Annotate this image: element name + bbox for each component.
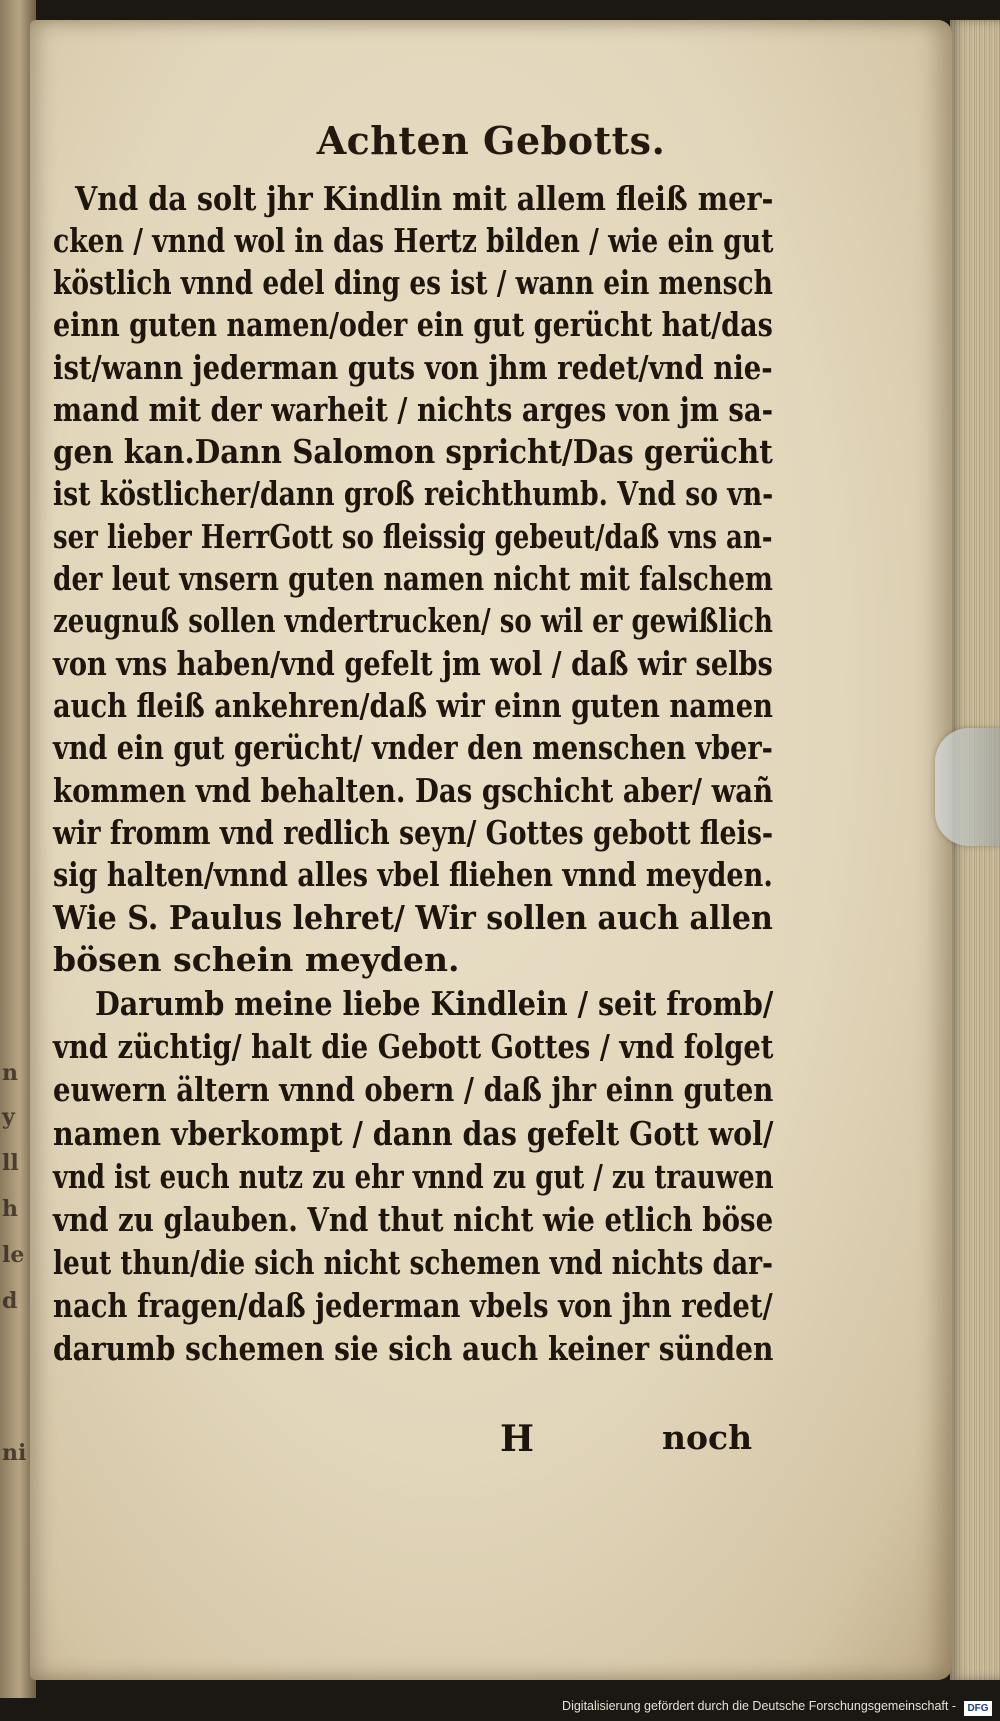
catchword: noch xyxy=(662,1418,753,1457)
text-line: zeugnuß sollen vndertrucken/ so wil er gewißlich xyxy=(53,601,773,640)
text-line: gen kan.Dann Salomon spricht/Das gerücht xyxy=(53,432,773,471)
text-line: vnd zu glauben. Vnd thut nicht wie etlich böse xyxy=(53,1200,774,1239)
text-line: ser lieber HerrGott so fleissig gebeut/daß vns an- xyxy=(53,517,773,556)
text-line: vnd züchtig/ halt die Gebott Gottes / vnd folget xyxy=(53,1027,774,1066)
text-line: der leut vnsern guten namen nicht mit falschem xyxy=(53,559,773,598)
text-line: ist/wann jederman guts von jhm redet/vnd nie- xyxy=(53,348,773,387)
text-line: namen vberkompt / dann das gefelt Gott wol/ xyxy=(53,1114,774,1153)
text-line: Wie S. Paulus lehret/ Wir sollen auch allen xyxy=(53,898,773,937)
text-line: euwern ältern vnnd obern / daß jhr einn guten xyxy=(53,1070,774,1109)
text-line: leut thun/die sich nicht schemen vnd nichts dar- xyxy=(53,1243,773,1282)
prev-page-glyph: le xyxy=(2,1242,25,1268)
page-fore-edge xyxy=(950,20,1000,1680)
prev-page-glyph: ll xyxy=(2,1150,19,1176)
text-line: auch fleiß ankehren/daß wir einn guten namen xyxy=(53,686,773,725)
text-line: Vnd da solt jhr Kindlin mit allem fleiß mer- xyxy=(75,179,774,218)
text-line: sig halten/vnnd alles vbel fliehen vnnd meyden. xyxy=(53,855,773,894)
text-line: kommen vnd behalten. Das gschicht aber/ wañ xyxy=(53,771,774,810)
text-line: vnd ist euch nutz zu ehr vnnd zu gut / zu trauwen xyxy=(53,1157,774,1196)
text-line: ist köstlicher/dann groß reichthumb. Vnd so vn- xyxy=(53,474,774,513)
prev-page-glyph: h xyxy=(2,1196,18,1222)
text-line: wir fromm vnd redlich seyn/ Gottes gebott fleis- xyxy=(53,813,774,852)
page-footer xyxy=(30,1418,952,1468)
prev-page-glyph: ni xyxy=(2,1440,27,1466)
signature-mark: H xyxy=(500,1418,535,1460)
prev-page-glyph: d xyxy=(2,1288,18,1314)
prev-page-glyph: n xyxy=(2,1060,18,1086)
text-line: Darumb meine liebe Kindlein / seit fromb/ xyxy=(95,984,774,1023)
text-line: cken / vnnd wol in das Hertz bilden / wie ein gut xyxy=(53,221,774,260)
text-line: von vns haben/vnd gefelt jm wol / daß wir selbs xyxy=(53,644,773,683)
book-page xyxy=(30,20,952,1680)
text-line: bösen schein meyden. xyxy=(53,940,460,979)
text-line: einn guten namen/oder ein gut gerücht hat/das xyxy=(53,305,773,344)
running-head: Achten Gebotts. xyxy=(316,118,666,163)
page-clip xyxy=(935,728,1000,846)
text-line: vnd ein gut gerücht/ vnder den menschen vber- xyxy=(53,728,773,767)
text-line: köstlich vnnd edel ding es ist / wann ein mensch xyxy=(53,263,773,302)
prev-page-glyph: y xyxy=(2,1104,15,1130)
dfg-logo: DFG xyxy=(964,1701,992,1716)
text-line: nach fragen/daß jederman vbels von jhn redet/ xyxy=(53,1286,773,1325)
text-line: darumb schemen sie sich auch keiner sünden xyxy=(53,1329,774,1368)
digitization-credit: Digitalisierung gefördert durch die Deutsche Forschungsgemeinschaft - xyxy=(562,1699,956,1713)
text-line: mand mit der warheit / nichts arges von jm sa- xyxy=(53,390,774,429)
